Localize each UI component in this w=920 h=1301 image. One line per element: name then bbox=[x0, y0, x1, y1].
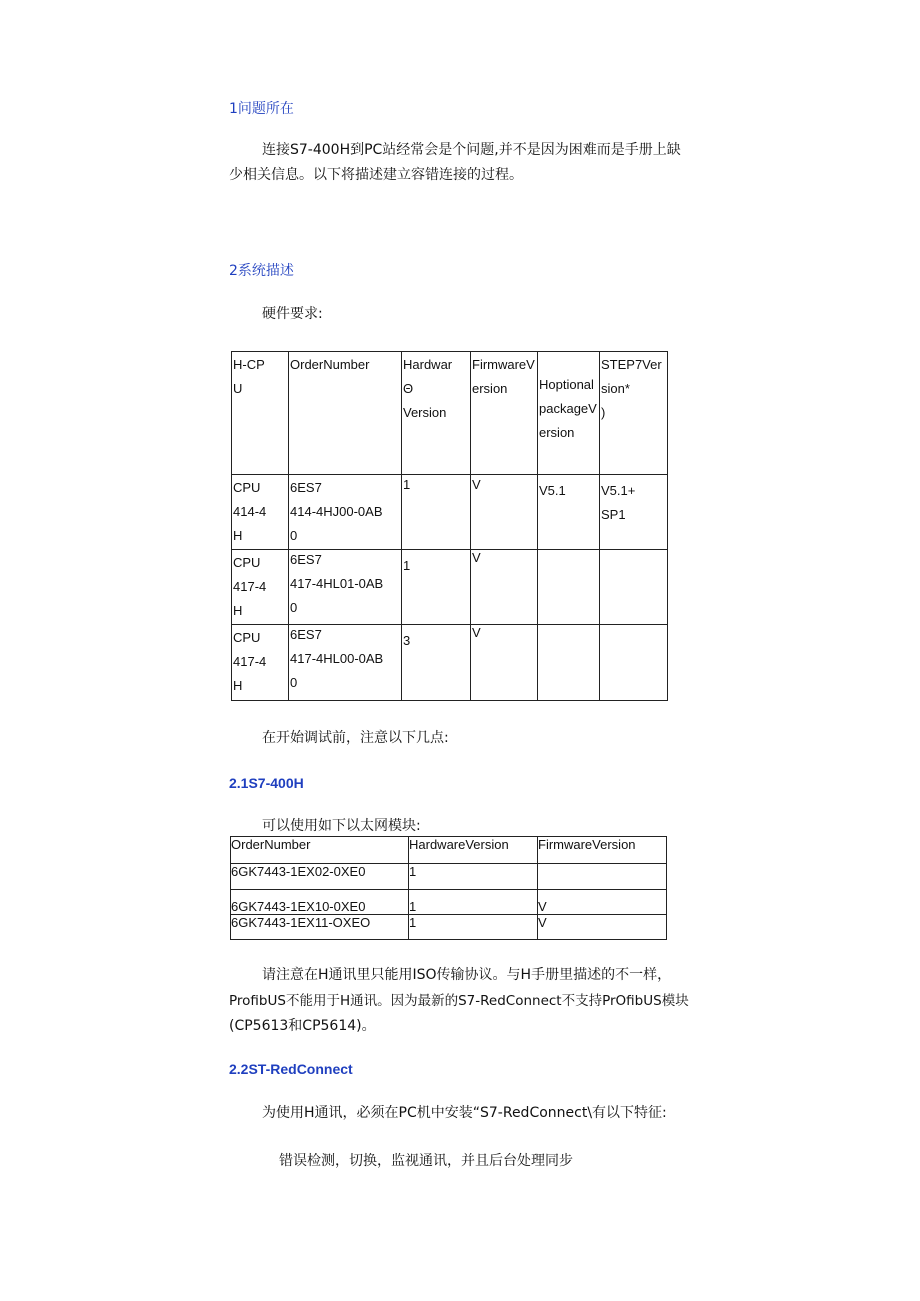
table-cell bbox=[232, 625, 289, 701]
cell-cpu: CPU 414-4 H bbox=[233, 480, 267, 543]
cell-order-number: 6ES7 417-4HL00-0AB 0 bbox=[290, 627, 384, 690]
table-row bbox=[232, 625, 668, 701]
feature-list-item: 错误检测，切换，监视通讯，并且后台处理同步 bbox=[279, 1153, 573, 1169]
table-row bbox=[232, 550, 668, 625]
cell-firmware-version bbox=[538, 864, 667, 890]
section-2-1-heading: 2.1S7-400H bbox=[229, 775, 304, 791]
table-cell bbox=[232, 475, 289, 550]
cell-order-number: 6ES7 417-4HL01-0AB 0 bbox=[290, 552, 384, 615]
header-hoptional-package-version: Hoptional packageV ersion bbox=[539, 377, 597, 440]
table-header-cell bbox=[471, 352, 538, 475]
cell-hardware-version: 1 bbox=[409, 864, 538, 890]
table-header-cell bbox=[232, 352, 289, 475]
table-cell bbox=[471, 625, 538, 701]
table-cell bbox=[471, 475, 538, 550]
header-hardware-version: Hardwar Θ Version bbox=[403, 357, 453, 420]
table-row bbox=[231, 864, 667, 890]
cell-hardware-version: 1 bbox=[403, 477, 411, 492]
cell-cpu: CPU 417-4 H bbox=[233, 555, 267, 618]
cell-firmware-version: V bbox=[538, 915, 667, 940]
hardware-requirements-table bbox=[231, 351, 668, 701]
table-cell bbox=[538, 625, 600, 701]
cell-order-number: 6GK7443-1EX02-0XE0 bbox=[231, 864, 409, 890]
table-cell bbox=[289, 550, 402, 625]
header-order-number: OrderNumber bbox=[290, 357, 370, 372]
ethernet-modules-table bbox=[230, 836, 667, 940]
table-cell bbox=[402, 550, 471, 625]
table-header-cell bbox=[538, 352, 600, 475]
cell-hardware-version: 1 bbox=[409, 890, 538, 915]
header-hardware-version: HardwareVersion bbox=[409, 837, 538, 864]
section-1-paragraph-line-2: 少相关信息。以下将描述建立容错连接的过程。 bbox=[229, 167, 523, 183]
hardware-requirements-label: 硬件要求: bbox=[262, 306, 323, 322]
cell-order-number: 6GK7443-1EX11-OXEO bbox=[231, 915, 409, 940]
table-cell bbox=[600, 475, 668, 550]
table-cell bbox=[600, 550, 668, 625]
header-firmware-version: FirmwareV ersion bbox=[472, 357, 535, 396]
section-1-paragraph-line-1: 连接S7-400H到PC站经常会是个问题,并不是因为困难而是手册上缺 bbox=[262, 142, 681, 158]
table-header-row bbox=[232, 352, 668, 475]
section-2-1-paragraph-line-3: (CP5613和CP5614)。 bbox=[229, 1018, 376, 1034]
table-cell bbox=[289, 625, 402, 701]
cell-hardware-version: 1 bbox=[409, 915, 538, 940]
section-1-heading: 1问题所在 bbox=[229, 101, 294, 117]
section-2-1-paragraph-line-2: ProfibUS不能用于H通讯。因为最新的S7-RedConnect不支持PrOfibUS模块 bbox=[229, 993, 689, 1009]
cell-firmware-version: V bbox=[538, 890, 667, 915]
cell-firmware-version: V bbox=[472, 550, 481, 565]
section-2-2-paragraph: 为使用H通讯，必须在PC机中安装“S7-RedConnect\有以下特征: bbox=[262, 1105, 667, 1121]
header-firmware-version: FirmwareVersion bbox=[538, 837, 667, 864]
header-step7-version: STEP7Ver sion* ) bbox=[601, 357, 662, 420]
table-header-cell bbox=[402, 352, 471, 475]
section-2-2-heading: 2.2ST-RedConnect bbox=[229, 1061, 353, 1077]
table-row bbox=[231, 915, 667, 940]
table-cell bbox=[538, 475, 600, 550]
cell-firmware-version: V bbox=[472, 625, 481, 640]
cell-cpu: CPU 417-4 H bbox=[233, 630, 267, 693]
ethernet-modules-intro: 可以使用如下以太网模块: bbox=[262, 818, 421, 834]
table-cell bbox=[538, 550, 600, 625]
table-row bbox=[232, 475, 668, 550]
table-cell bbox=[600, 625, 668, 701]
cell-order-number: 6ES7 414-4HJ00-0AB 0 bbox=[290, 480, 383, 543]
table-cell bbox=[471, 550, 538, 625]
table-cell bbox=[289, 475, 402, 550]
table-header-row bbox=[231, 837, 667, 864]
cell-hoptional-version: V5.1 bbox=[539, 483, 566, 498]
header-h-cpu: H-CP U bbox=[233, 357, 265, 396]
table-cell bbox=[402, 475, 471, 550]
table-row bbox=[231, 890, 667, 915]
table-cell bbox=[402, 625, 471, 701]
table-header-cell bbox=[289, 352, 402, 475]
table-header-cell bbox=[600, 352, 668, 475]
before-commissioning-note: 在开始调试前，注意以下几点: bbox=[262, 730, 449, 746]
section-2-heading: 2系统描述 bbox=[229, 263, 294, 279]
cell-step7-version: V5.1+ SP1 bbox=[601, 483, 636, 522]
cell-hardware-version: 3 bbox=[403, 633, 411, 648]
cell-hardware-version: 1 bbox=[403, 558, 411, 573]
table-cell bbox=[232, 550, 289, 625]
header-order-number: OrderNumber bbox=[231, 837, 409, 864]
section-2-1-paragraph-line-1: 请注意在H通讯里只能用ISO传输协议。与H手册里描述的不一样， bbox=[262, 967, 672, 983]
cell-order-number: 6GK7443-1EX10-0XE0 bbox=[231, 890, 409, 915]
cell-firmware-version: V bbox=[472, 477, 481, 492]
